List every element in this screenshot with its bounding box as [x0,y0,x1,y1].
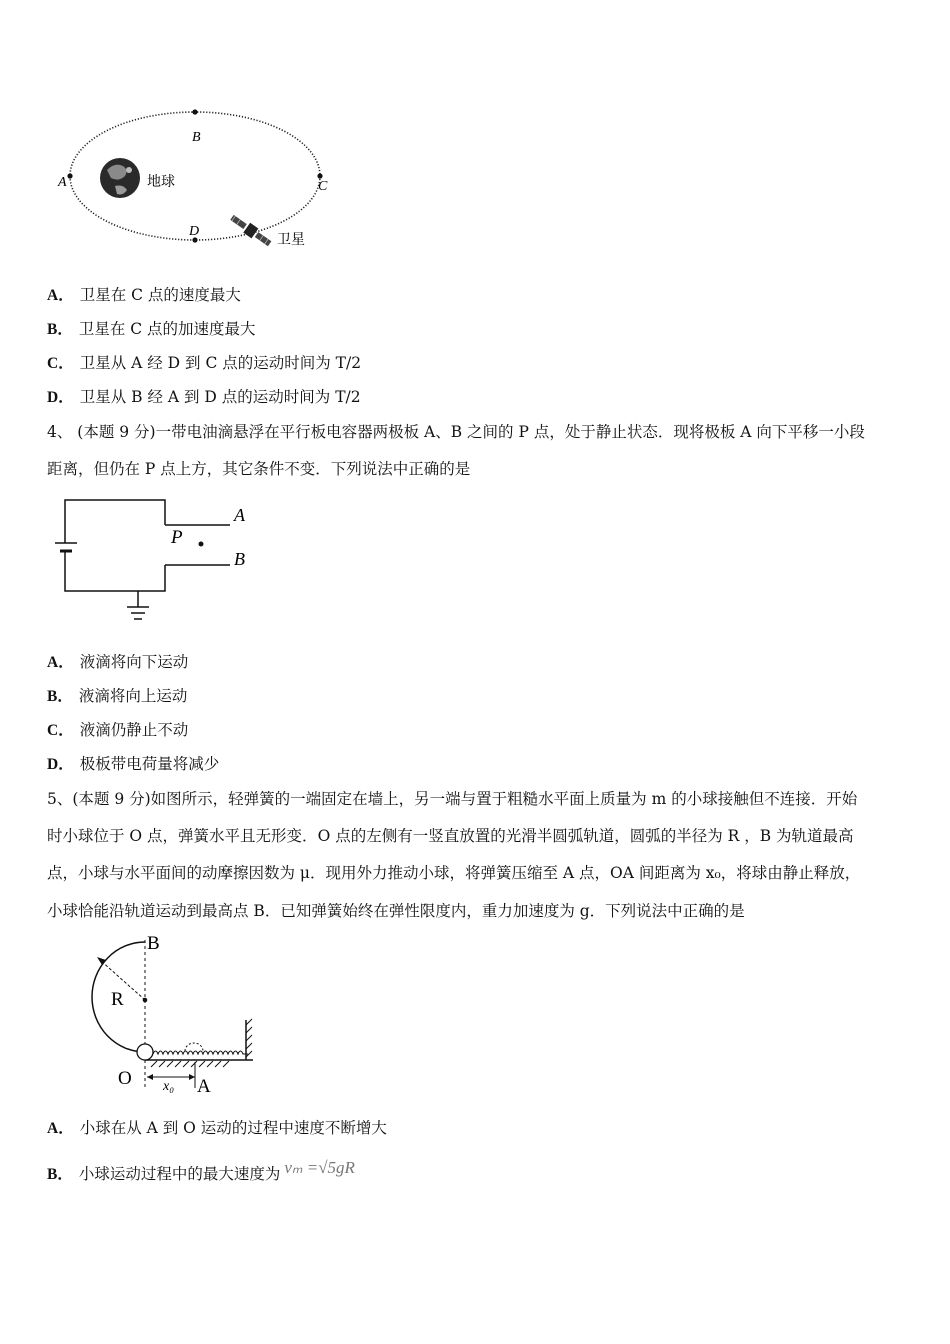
spring [153,1051,248,1054]
label-p: P [171,527,183,548]
wall-hatching [246,1019,252,1057]
label-c: C [318,179,328,194]
q3-option-c: C． 卫星从 A 经 D 到 C 点的运动时间为 T/2 [47,354,362,372]
q5-stem-line2: 时小球位于 O 点，弹簧水平且无形变．O 点的左侧有一竖直放置的光滑半圆弧轨道，圆弧的半径为 R ，B 为轨道最高 [47,827,854,845]
point-b [192,109,197,114]
q5-stem-line4: 小球恰能沿轨道运动到最高点 B．已知弹簧始终在弹性限度内，重力加速度为 g．下列说法中正确的是 [47,902,745,920]
label-d: D [189,224,200,239]
satellite-label: 卫星 [277,233,305,248]
q3-option-b: B． 卫星在 C 点的加速度最大 [47,320,256,338]
q4-option-c: C． 液滴仍静止不动 [47,721,189,739]
q3-option-d: D． 卫星从 B 经 A 到 D 点的运动时间为 T/2 [47,388,361,406]
label-b-top: B [147,933,160,954]
x0-arrow-right-icon [189,1074,195,1080]
orbit-figure [55,100,345,260]
track-spring-figure [75,930,265,1100]
q5-option-b: B． 小球运动过程中的最大速度为 vₘ =√5gR [47,1158,355,1183]
label-r: R [111,989,124,1010]
q3-option-a: A． 卫星在 C 点的速度最大 [47,286,241,304]
capacitor-figure [45,495,265,630]
x0-arrow-left-icon [147,1074,153,1080]
ground-icon [127,591,149,619]
q4-option-a: A． 液滴将向下运动 [47,653,189,671]
q4-option-d: D． 极板带电荷量将减少 [47,755,220,773]
label-x0: x₀ [163,1079,175,1094]
q5-option-a: A． 小球在从 A 到 O 运动的过程中速度不断增大 [47,1119,387,1137]
satellite-icon [229,212,274,248]
earth-icon [100,158,140,198]
q4-stem-line1: 4、 (本题 9 分)一带电油滴悬浮在平行板电容器两极板 A、B 之间的 P 点，处于静止状态．现将极板 A 向下平移一小段 [47,423,865,441]
label-o: O [118,1068,132,1089]
point-a [67,173,72,178]
ball-compressed-position [185,1043,203,1051]
point-c [317,173,322,178]
ground-hatching [151,1061,229,1067]
q4-option-b: B． 液滴将向上运动 [47,687,188,705]
label-b: B [192,130,201,145]
q5-stem-line1: 5、(本题 9 分)如图所示，轻弹簧的一端固定在墙上，另一端与置于粗糙水平面上质量为 m 的小球接触但不连接．开始 [47,790,858,808]
q4-stem-line2: 距离，但仍在 P 点上方，其它条件不变．下列说法中正确的是 [47,460,471,478]
ball [137,1044,153,1060]
label-a: A [58,175,67,190]
earth-label: 地球 [147,175,175,190]
label-plate-b: B [234,549,245,569]
max-speed-formula: vₘ =√5gR [284,1158,355,1177]
oil-drop [199,542,204,547]
label-plate-a: A [234,505,245,525]
label-a-point: A [197,1076,211,1097]
radius-arrow-icon [97,957,106,965]
q5-stem-line3: 点，小球与水平面间的动摩擦因数为 μ．现用外力推动小球，将弹簧压缩至 A 点，OA 间距离为 x₀，将球由静止释放， [47,864,861,882]
